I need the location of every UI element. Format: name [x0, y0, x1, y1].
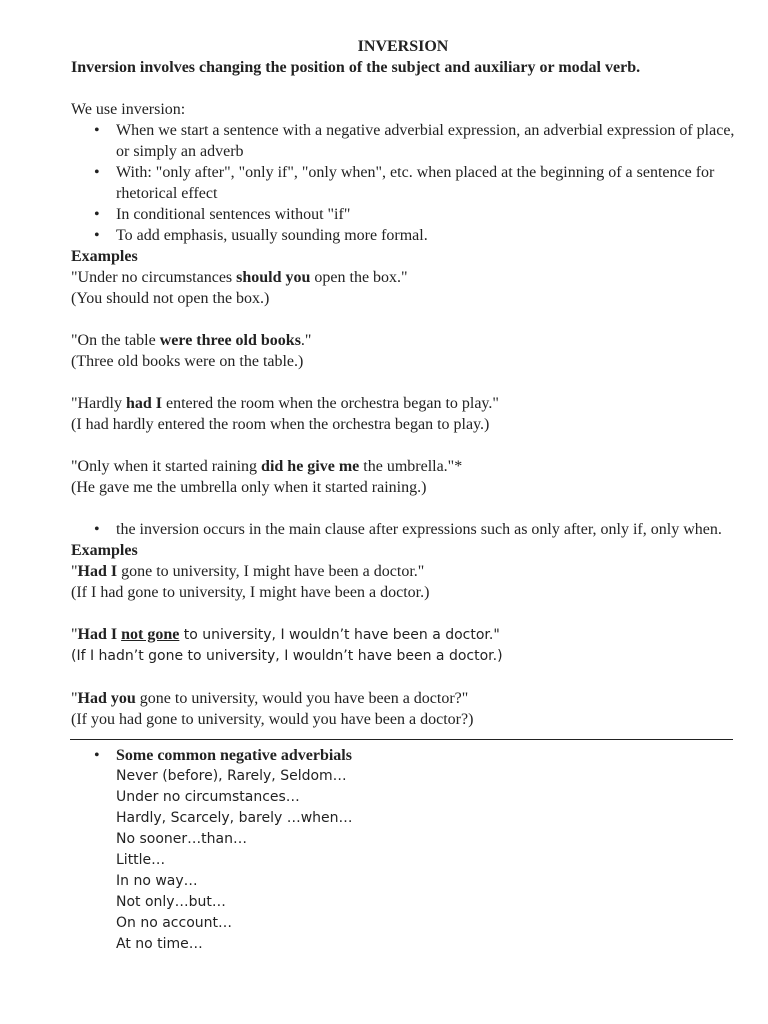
list-item: • To add emphasis, usually sounding more formal. [116, 225, 735, 246]
spacer [71, 498, 735, 519]
spacer [71, 603, 735, 624]
spacer [71, 667, 735, 688]
intro-text: We use inversion: [71, 101, 186, 118]
uses-list [71, 120, 735, 246]
adverbial-entry: In no way… [116, 873, 198, 889]
page-title: INVERSION [357, 38, 449, 55]
example-sentence: "Had I gone to university, I might have been a doctor." [71, 563, 425, 580]
spacer [71, 372, 735, 393]
spacer [71, 309, 735, 330]
list-item: • With: "only after", "only if", "only when", etc. when placed at the beginning of a sentence for rhetorical effect [116, 162, 735, 204]
example-paraphrase: (If I hadn’t gone to university, I wouldn’t have been a doctor.) [71, 648, 503, 664]
page-subtitle: Inversion involves changing the position of the subject and auxiliary or modal verb. [71, 59, 641, 76]
horizontal-rule [70, 739, 733, 740]
list-item [116, 745, 735, 955]
adverbial-entry: On no account… [116, 915, 233, 931]
example-sentence: "Only when it started raining did he give me the umbrella."* [71, 458, 463, 475]
document-page [71, 36, 735, 955]
list-item: • the inversion occurs in the main clause after expressions such as only after, only if, only when. [116, 519, 735, 540]
example-sentence: "Had I not gone to university, I wouldn’t have been a doctor." [71, 626, 500, 643]
example-paraphrase: (He gave me the umbrella only when it started raining.) [71, 479, 427, 496]
list-item: • In conditional sentences without "if" [116, 204, 735, 225]
note-list [71, 519, 735, 540]
example-sentence: "Hardly had I entered the room when the orchestra began to play." [71, 395, 499, 412]
adverbial-entry: At no time… [116, 936, 203, 952]
adverbial-entry: Never (before), Rarely, Seldom… [116, 768, 347, 784]
adverbial-entry: No sooner…than… [116, 831, 247, 847]
example-paraphrase: (If I had gone to university, I might have been a doctor.) [71, 584, 430, 601]
example-sentence: "On the table were three old books." [71, 332, 312, 349]
adverbials-title: • Some common negative adverbials [116, 747, 352, 764]
adverbial-entry: Hardly, Scarcely, barely …when… [116, 810, 353, 826]
underlined-phrase: not gone [121, 626, 180, 643]
adverbial-entry: Under no circumstances… [116, 789, 300, 805]
spacer [71, 78, 735, 99]
adverbial-entry: Little… [116, 852, 166, 868]
example-paraphrase: (Three old books were on the table.) [71, 353, 304, 370]
example-sentence: "Had you gone to university, would you have been a doctor?" [71, 690, 469, 707]
adverbials-list [71, 745, 735, 955]
examples-heading: Examples [71, 248, 138, 265]
list-item: • When we start a sentence with a negative adverbial expression, an adverbial expression of place, or simply an adverb [116, 120, 735, 162]
examples-heading: Examples [71, 542, 138, 559]
adverbial-entry: Not only…but… [116, 894, 226, 910]
example-sentence: "Under no circumstances should you open the box." [71, 269, 408, 286]
example-paraphrase: (I had hardly entered the room when the orchestra began to play.) [71, 416, 490, 433]
example-paraphrase: (You should not open the box.) [71, 290, 270, 307]
example-paraphrase: (If you had gone to university, would you have been a doctor?) [71, 711, 474, 728]
spacer [71, 435, 735, 456]
